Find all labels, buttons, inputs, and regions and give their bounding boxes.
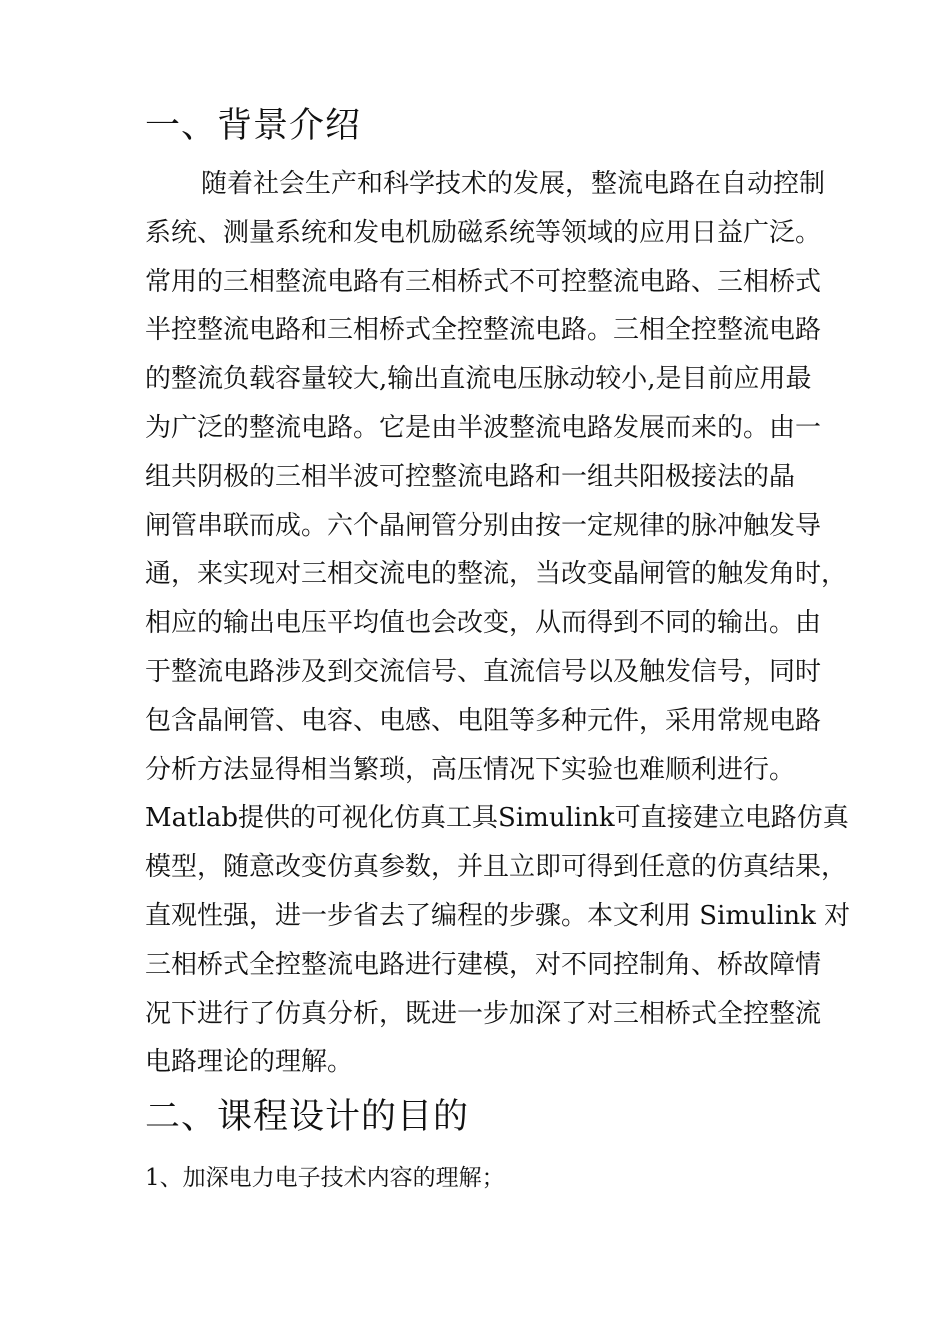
paragraph-line: 包含晶闸管、电容、电感、电阻等多种元件，采用常规电路 bbox=[145, 705, 822, 736]
paragraph-line: 模型，随意改变仿真参数，并且立即可得到任意的仿真结果， bbox=[145, 852, 848, 883]
list-item: 1、加深电力电子技术内容的理解； bbox=[145, 1165, 505, 1191]
section-heading-purpose: 二、课程设计的目的 bbox=[145, 1097, 470, 1137]
paragraph-line: 分析方法显得相当繁琐，高压情况下实验也难顺利进行。 bbox=[145, 754, 796, 785]
paragraph-line: 随着社会生产和科学技术的发展，整流电路在自动控制 bbox=[201, 169, 826, 199]
paragraph-line: 通，来实现对三相交流电的整流，当改变晶闸管的触发角时， bbox=[145, 559, 848, 590]
section-heading-background: 一、背景介绍 bbox=[145, 106, 362, 146]
paragraph-line: 三相桥式全控整流电路进行建模，对不同控制角、桥故障情 bbox=[145, 949, 822, 980]
paragraph-line: Matlab提供的可视化仿真工具Simulink可直接建立电路仿真 bbox=[145, 803, 849, 834]
paragraph-line: 半控整流电路和三相桥式全控整流电路。三相全控整流电路 bbox=[145, 315, 822, 346]
paragraph-line: 组共阴极的三相半波可控整流电路和一组共阳极接法的晶 bbox=[145, 461, 796, 492]
paragraph-line: 闸管串联而成。六个晶闸管分别由按一定规律的脉冲触发导 bbox=[145, 510, 822, 541]
paragraph-line: 况下进行了仿真分析，既进一步加深了对三相桥式全控整流 bbox=[145, 998, 822, 1029]
paragraph-line: 系统、测量系统和发电机励磁系统等领域的应用日益广泛。 bbox=[145, 217, 822, 248]
paragraph-line: 于整流电路涉及到交流信号、直流信号以及触发信号，同时 bbox=[145, 656, 822, 687]
paragraph-line: 直观性强，进一步省去了编程的步骤。本文利用 Simulink 对 bbox=[145, 900, 851, 931]
paragraph-line: 常用的三相整流电路有三相桥式不可控整流电路、三相桥式 bbox=[145, 266, 822, 297]
background-paragraph bbox=[145, 160, 851, 1087]
paragraph-line: 电路理论的理解。 bbox=[145, 1047, 354, 1078]
paragraph-line: 相应的输出电压平均值也会改变，从而得到不同的输出。由 bbox=[145, 608, 822, 639]
paragraph-line: 为广泛的整流电路。它是由半波整流电路发展而来的。由一 bbox=[145, 412, 822, 443]
paragraph-line: 的整流负载容量较大,输出直流电压脉动较小,是目前应用最 bbox=[145, 364, 812, 395]
